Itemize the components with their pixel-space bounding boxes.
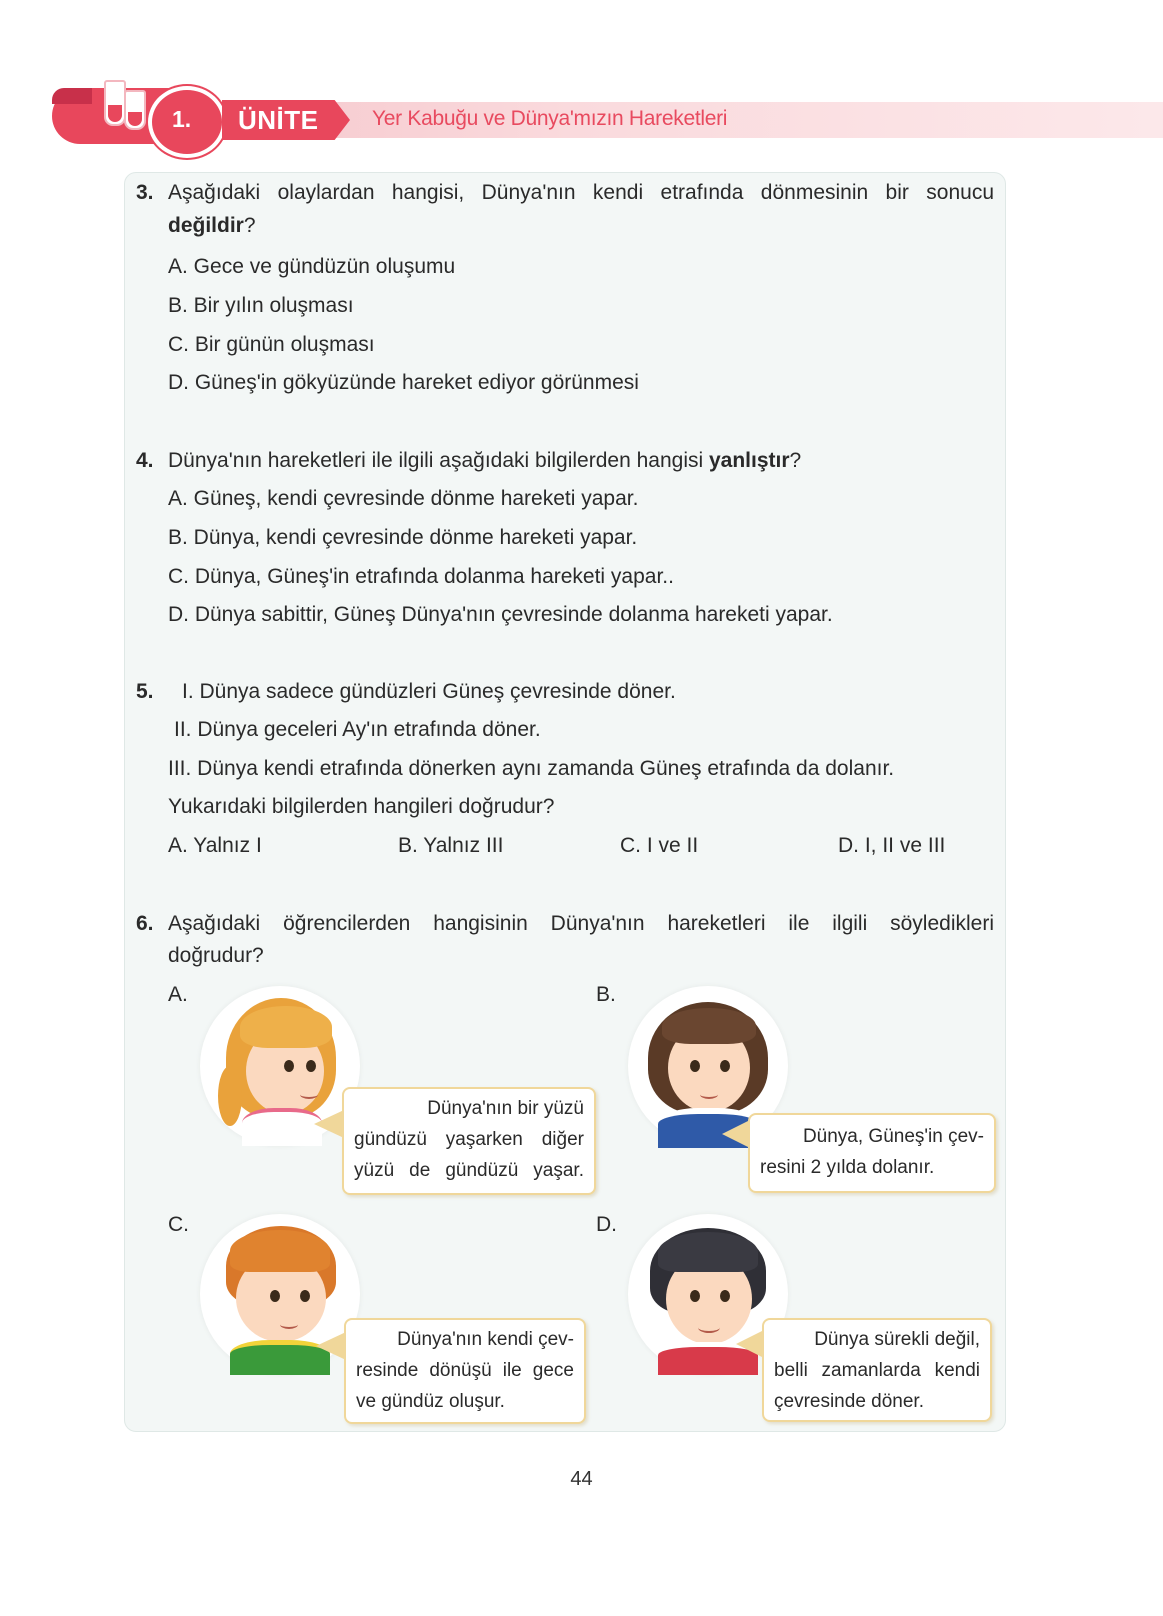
option-d[interactable]: D. Güneş'in gökyüzünde hareket ediyor görünmesi — [168, 371, 639, 394]
stem-emphasis: değildir — [168, 214, 244, 237]
option-a[interactable]: A. Güneş, kendi çevresinde dönme hareketi yapar. — [168, 487, 639, 510]
question-number: 5. — [136, 680, 154, 703]
eye — [690, 1290, 700, 1302]
bangs — [230, 1230, 330, 1272]
question-number: 3. — [136, 181, 154, 204]
speech-bubble — [342, 1087, 596, 1195]
bubble-line: belli zamanlarda kendi — [774, 1360, 980, 1381]
ponytail — [218, 1066, 242, 1126]
option-b[interactable]: B. Dünya, kendi çevresinde dönme hareketi yapar. — [168, 526, 638, 549]
bubble-line: Dünya'nın bir yüzü — [427, 1098, 584, 1119]
stem-emphasis: yanlıştır — [709, 449, 790, 472]
option-d[interactable]: D. I, II ve III — [838, 834, 946, 857]
option-b[interactable]: B. Bir yılın oluşması — [168, 294, 354, 317]
speech-bubble — [748, 1113, 996, 1193]
bangs — [240, 1006, 332, 1048]
choice-letter: B. — [596, 983, 616, 1006]
question-stem-cont: doğrudur? — [168, 944, 264, 967]
bubble-line: Dünya, Güneş'in çev- — [802, 1126, 984, 1147]
question-stem: Yukarıdaki bilgilerden hangileri doğrudur? — [168, 795, 555, 818]
mouth — [280, 1320, 298, 1329]
eye — [690, 1060, 700, 1072]
shirt — [230, 1340, 330, 1375]
choice-letter: A. — [168, 983, 188, 1006]
mouth — [300, 1090, 318, 1099]
question-stem — [168, 912, 994, 936]
mouth — [700, 1090, 718, 1099]
bubble-line: çevresinde döner. — [774, 1391, 924, 1412]
speech-bubble — [344, 1318, 586, 1424]
test-tube-icon — [104, 80, 126, 126]
stem-text: Aşağıdaki öğrencilerden hangisinin Dünya'nın hareketleri ile ilgili söyledikleri — [168, 912, 994, 935]
eye — [284, 1060, 294, 1072]
stem-end: ? — [789, 449, 802, 472]
unit-title: Yer Kabuğu ve Dünya'mızın Hareketleri — [372, 107, 728, 130]
question-number: 4. — [136, 449, 154, 472]
bubble-tail — [314, 1110, 344, 1138]
unit-number: 1. — [172, 106, 192, 132]
mouth — [698, 1322, 720, 1333]
option-b[interactable]: B. Yalnız III — [398, 834, 504, 857]
bubble-tail — [316, 1332, 346, 1360]
speech-bubble — [762, 1318, 992, 1422]
test-tube-icon — [124, 90, 146, 130]
bubble-line: resini 2 yılda dolanır. — [760, 1157, 935, 1178]
statement-1: I. Dünya sadece gündüzleri Güneş çevresinde döner. — [182, 680, 676, 703]
bangs — [658, 1232, 758, 1272]
unit-label: ÜNİTE — [238, 105, 319, 135]
bubble-tail — [722, 1120, 750, 1148]
unit-header — [0, 0, 1163, 180]
eye — [720, 1060, 730, 1072]
option-c[interactable]: C. Dünya, Güneş'in etrafında dolanma hareketi yapar.. — [168, 565, 674, 588]
shirt — [242, 1108, 322, 1146]
eye — [306, 1060, 316, 1072]
option-c[interactable]: C. I ve II — [620, 834, 699, 857]
statement-2: II. Dünya geceleri Ay'ın etrafında döner. — [174, 718, 541, 741]
stem-end: ? — [243, 214, 256, 237]
eye — [300, 1290, 310, 1302]
eye — [720, 1290, 730, 1302]
bubble-line: Dünya sürekli değil, — [814, 1329, 980, 1350]
option-a[interactable]: A. Yalnız I — [168, 834, 262, 857]
bubble-tail — [736, 1330, 764, 1358]
bubble-line: ve gündüz oluşur. — [356, 1391, 505, 1412]
bubble-line: resinde dönüşü ile gece — [356, 1360, 574, 1381]
question-stem — [168, 181, 994, 205]
stem-text: Aşağıdaki olaylardan hangisi, Dünya'nın kendi etrafında dönmesinin bir sonucu — [168, 181, 994, 204]
option-d[interactable]: D. Dünya sabittir, Güneş Dünya'nın çevresinde dolanma hareketi yapar. — [168, 603, 833, 626]
choice-letter: D. — [596, 1213, 617, 1236]
question-number: 6. — [136, 912, 154, 935]
page-number: 44 — [570, 1468, 593, 1490]
question-stem — [168, 449, 801, 473]
choice-letter: C. — [168, 1213, 189, 1236]
option-c[interactable]: C. Bir günün oluşması — [168, 333, 375, 356]
bubble-line: gündüzü yaşarken diğer — [354, 1129, 584, 1150]
bubble-line: yüzü de gündüzü yaşar. — [354, 1160, 584, 1181]
eye — [270, 1290, 280, 1302]
question-stem-cont — [168, 214, 256, 238]
ribbon-fold — [52, 88, 92, 104]
stem-text: Dünya'nın hareketleri ile ilgili aşağıdaki bilgilerden hangisi — [168, 449, 709, 472]
option-a[interactable]: A. Gece ve gündüzün oluşumu — [168, 255, 456, 278]
bangs — [662, 1008, 756, 1044]
bubble-line: Dünya'nın kendi çev- — [397, 1329, 574, 1350]
statement-3: III. Dünya kendi etrafında dönerken aynı zamanda Güneş etrafında da dolanır. — [168, 757, 895, 780]
